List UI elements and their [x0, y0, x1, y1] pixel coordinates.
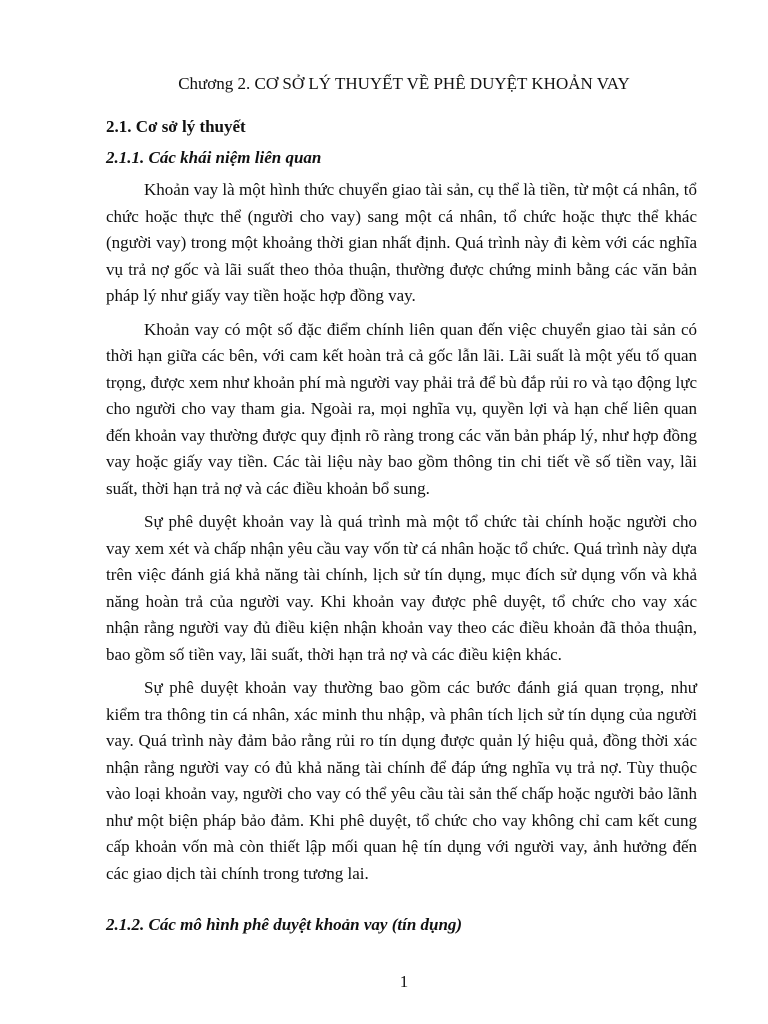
section-heading: 2.1. Cơ sở lý thuyết — [106, 117, 246, 136]
paragraph: Khoản vay có một số đặc điểm chính liên quan đến việc chuyển giao tài sản có thời hạn giữa các bên, với cam kết hoàn trả cả gốc lẫn lãi. Lãi suất là một yếu tố quan trọng, được xem như khoản phí mà người vay phải trả để bù đắp rủi ro và tạo động lực cho người cho vay tham gia. Ngoài ra, mọi nghĩa vụ, quyền lợi và hạn chế liên quan đến khoản vay thường được quy định rõ ràng trong các văn bản pháp lý, như hợp đồng vay hoặc giấy vay tiền. Các tài liệu này bao gồm thông tin chi tiết về số tiền vay, lãi suất, thời hạn trả nợ và các điều khoản bổ sung. — [106, 319, 697, 498]
page-number: 1 — [399, 972, 409, 991]
chapter-title: Chương 2. CƠ SỞ LÝ THUYẾT VỀ PHÊ DUYỆT KHOẢN VAY — [178, 74, 630, 93]
subsection-heading-models: 2.1.2. Các mô hình phê duyệt khoản vay (tín dụng) — [106, 915, 463, 934]
body-text — [106, 177, 697, 894]
paragraph: Sự phê duyệt khoản vay là quá trình mà một tổ chức tài chính hoặc người cho vay xem xét và chấp nhận yêu cầu vay vốn từ cá nhân hoặc tổ chức. Quá trình này dựa trên việc đánh giá khả năng tài chính, lịch sử tín dụng, mục đích sử dụng vốn và khả năng hoàn trả của người vay. Khi khoản vay được phê duyệt, tổ chức cho vay xác nhận rằng người vay đủ điều kiện nhận khoản vay theo các điều khoản đã thỏa thuận, bao gồm số tiền vay, lãi suất, thời hạn trả nợ và các điều kiện khác. — [106, 512, 697, 664]
paragraph: Khoản vay là một hình thức chuyển giao tài sản, cụ thể là tiền, từ một cá nhân, tổ chức hoặc thực thể (người cho vay) sang một cá nhân, tổ chức hoặc thực thể khác (người vay) trong một khoảng thời gian nhất định. Quá trình này đi kèm với các nghĩa vụ trả nợ gốc và lãi suất theo thỏa thuận, thường được chứng minh bằng các văn bản pháp lý như giấy vay tiền hoặc hợp đồng vay. — [106, 180, 697, 305]
subsection-heading-concepts: 2.1.1. Các khái niệm liên quan — [106, 148, 322, 167]
paragraph: Sự phê duyệt khoản vay thường bao gồm các bước đánh giá quan trọng, như kiểm tra thông tin cá nhân, xác minh thu nhập, và phân tích lịch sử tín dụng của người vay. Quá trình này đảm bảo rằng rủi ro tín dụng được quản lý hiệu quả, đồng thời xác nhận rằng người vay có đủ khả năng tài chính để đáp ứng nghĩa vụ trả nợ. Tùy thuộc vào loại khoản vay, người cho vay có thể yêu cầu tài sản thế chấp hoặc người bảo lãnh như một biện pháp bảo đảm. Khi phê duyệt, tổ chức cho vay không chỉ cam kết cung cấp khoản vốn mà còn thiết lập mối quan hệ tín dụng với người vay, ảnh hưởng đến các giao dịch tài chính trong tương lai. — [106, 678, 697, 883]
